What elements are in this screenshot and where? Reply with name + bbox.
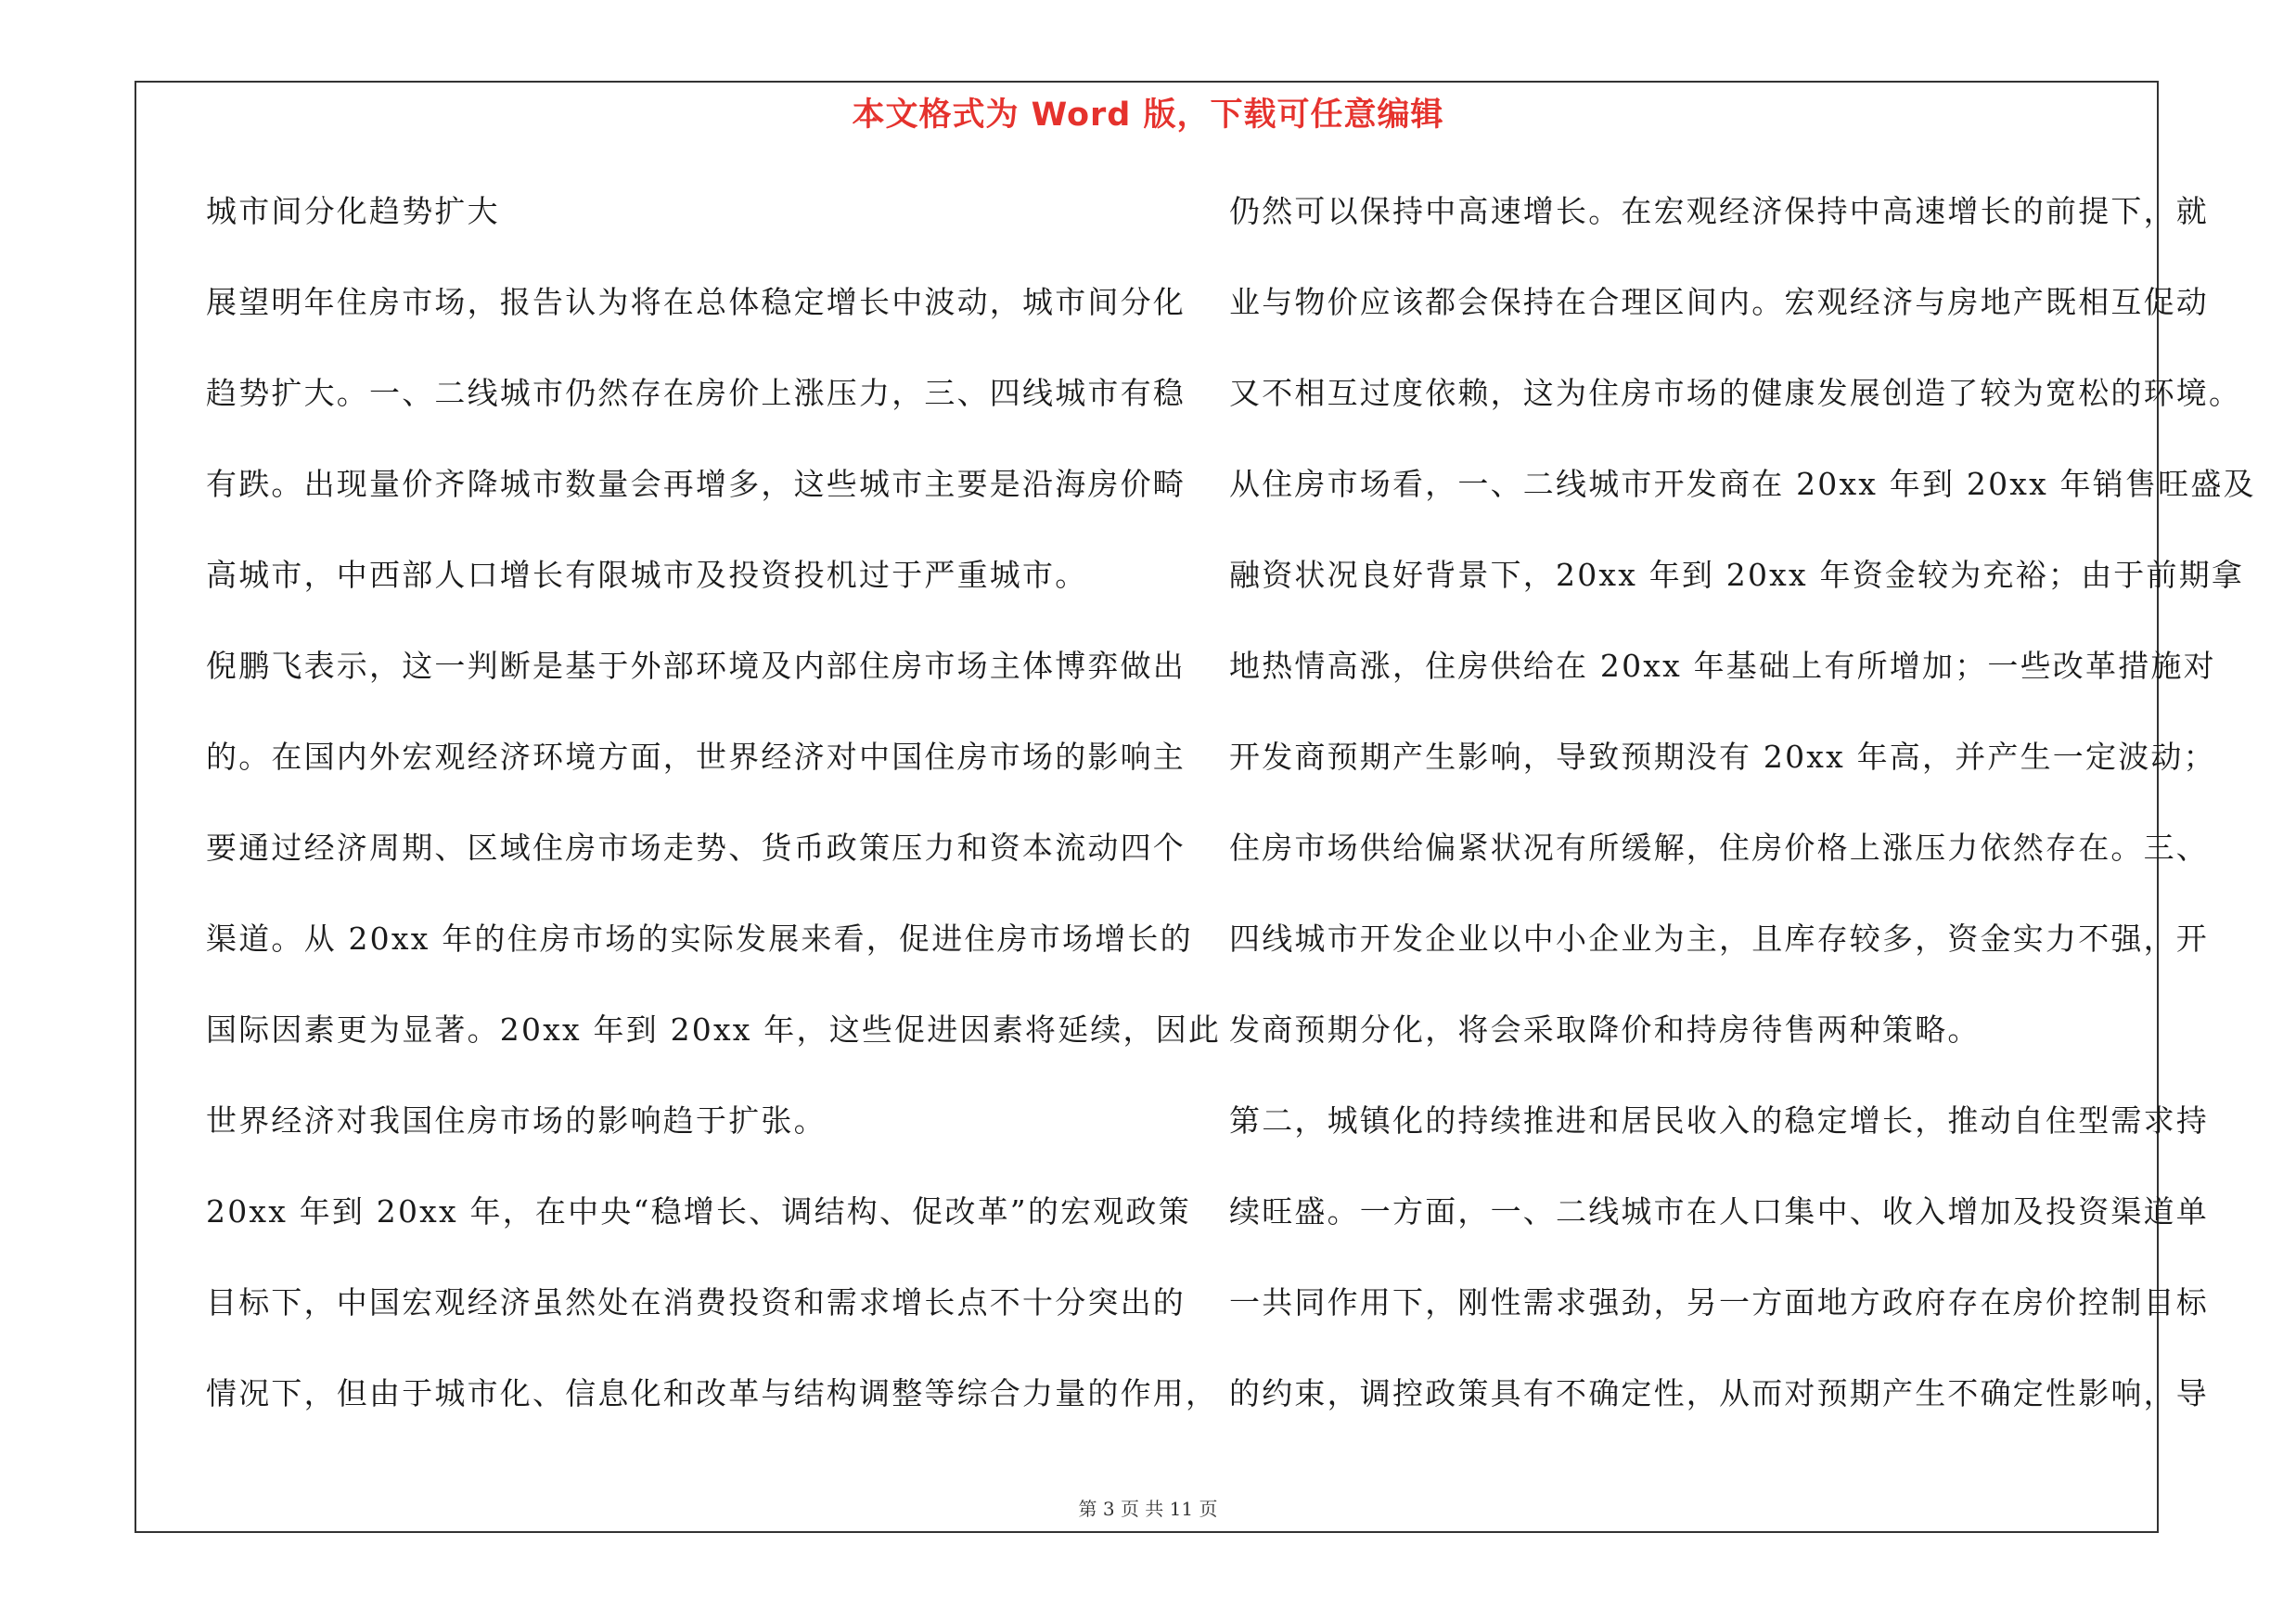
text-line: 20xx 年到 20xx 年，在中央“稳增长、调结构、促改革”的宏观政策 — [206, 1193, 1191, 1230]
text-line: 融资状况良好背景下，20xx 年到 20xx 年资金较为充裕；由于前期拿 — [1229, 557, 2245, 593]
page-number: 第 3 页 共 11 页 — [1078, 1498, 1218, 1520]
text-line: 四线城市开发企业以中小企业为主，且库存较多，资金实力不强，开 — [1229, 921, 2209, 957]
format-banner: 本文格式为 Word 版，下载可任意编辑 — [852, 97, 1444, 134]
text-line: 倪鹏飞表示，这一判断是基于外部环境及内部住房市场主体博弈做出 — [206, 648, 1186, 684]
text-line: 世界经济对我国住房市场的影响趋于扩张。 — [206, 1102, 827, 1139]
text-line: 续旺盛。一方面，一、二线城市在人口集中、收入增加及投资渠道单 — [1229, 1193, 2209, 1230]
text-line: 目标下，中国宏观经济虽然处在消费投资和需求增长点不十分突出的 — [206, 1284, 1186, 1320]
text-line: 又不相互过度依赖，这为住房市场的健康发展创造了较为宽松的环境。 — [1229, 375, 2242, 411]
text-line: 渠道。从 20xx 年的住房市场的实际发展来看，促进住房市场增长的 — [206, 921, 1193, 957]
text-line: 城市间分化趋势扩大 — [206, 193, 500, 229]
text-line: 开发商预期产生影响，导致预期没有 20xx 年高，并产生一定波动； — [1229, 739, 2216, 775]
text-line: 业与物价应该都会保持在合理区间内。宏观经济与房地产既相互促动 — [1229, 284, 2209, 320]
text-line: 趋势扩大。一、二线城市仍然存在房价上涨压力，三、四线城市有稳 — [206, 375, 1186, 411]
text-line: 住房市场供给偏紧状况有所缓解，住房价格上涨压力依然存在。三、 — [1229, 830, 2209, 866]
text-line: 国际因素更为显著。20xx 年到 20xx 年，这些促进因素将延续，因此 — [206, 1011, 1222, 1048]
text-line: 展望明年住房市场，报告认为将在总体稳定增长中波动，城市间分化 — [206, 284, 1186, 320]
right-column — [1229, 186, 2256, 1459]
text-line: 要通过经济周期、区域住房市场走势、货币政策压力和资本流动四个 — [206, 830, 1186, 866]
text-line: 有跌。出现量价齐降城市数量会再增多，这些城市主要是沿海房价畸 — [206, 466, 1186, 502]
text-line: 一共同作用下，刚性需求强劲，另一方面地方政府存在房价控制目标 — [1229, 1284, 2209, 1320]
text-line: 仍然可以保持中高速增长。在宏观经济保持中高速增长的前提下，就 — [1229, 193, 2209, 229]
left-column — [206, 186, 1222, 1459]
text-line: 发商预期分化，将会采取降价和持房待售两种策略。 — [1229, 1011, 1981, 1048]
text-line: 的约束，调控政策具有不确定性，从而对预期产生不确定性影响，导 — [1229, 1375, 2209, 1411]
text-line: 第二，城镇化的持续推进和居民收入的稳定增长，推动自住型需求持 — [1229, 1102, 2209, 1139]
text-line: 的。在国内外宏观经济环境方面，世界经济对中国住房市场的影响主 — [206, 739, 1186, 775]
text-line: 从住房市场看，一、二线城市开发商在 20xx 年到 20xx 年销售旺盛及 — [1229, 466, 2256, 502]
text-line: 情况下，但由于城市化、信息化和改革与结构调整等综合力量的作用， — [206, 1375, 1219, 1411]
text-line: 地热情高涨，住房供给在 20xx 年基础上有所增加；一些改革措施对 — [1229, 648, 2216, 684]
text-line: 高城市，中西部人口增长有限城市及投资投机过于严重城市。 — [206, 557, 1088, 593]
